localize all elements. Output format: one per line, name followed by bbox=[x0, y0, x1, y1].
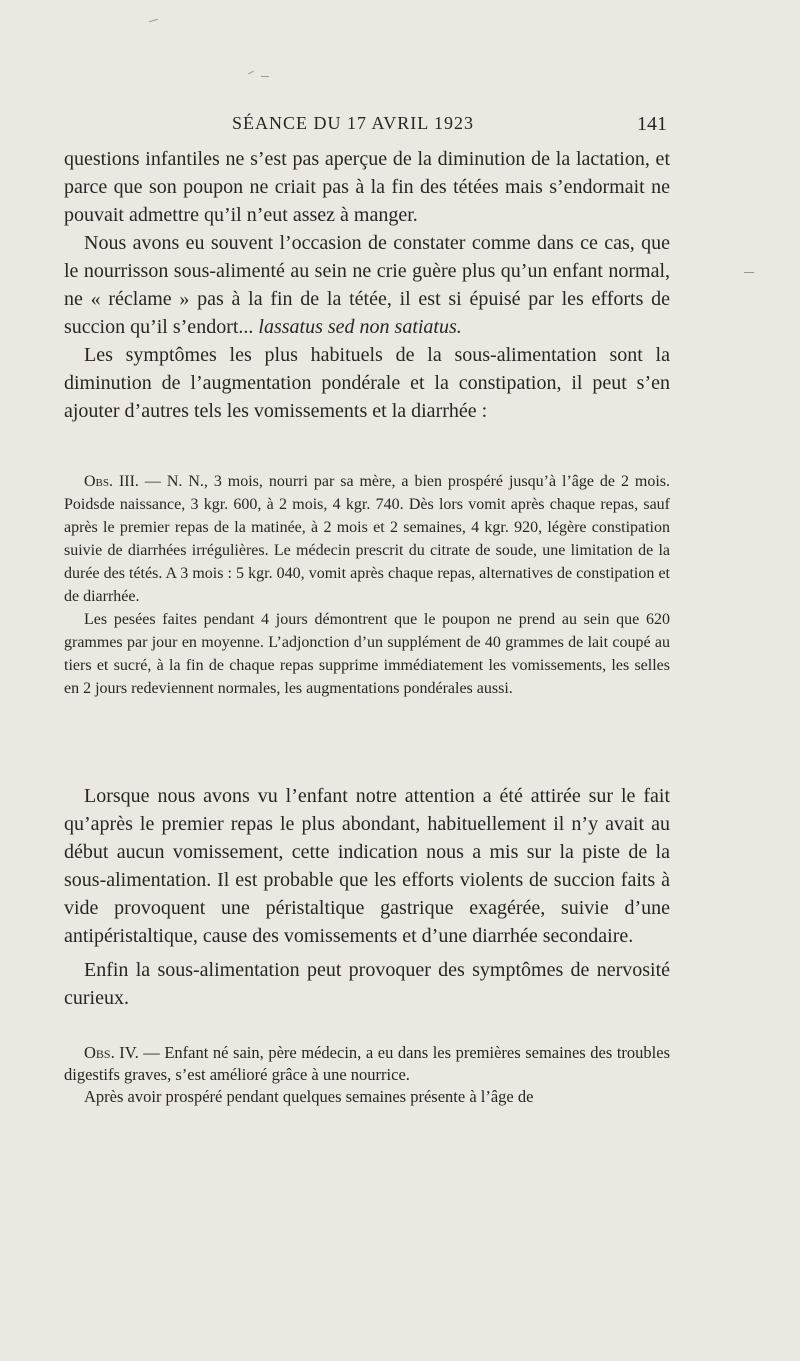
observation-paragraph: Après avoir prospéré pendant quelques semaines présente à l’âge de bbox=[84, 1087, 534, 1106]
scan-mark bbox=[248, 71, 254, 75]
paragraph: Lorsque nous avons vu l’enfant notre attention a été attirée sur le fait qu’après le premier repas le plus abondant, habituellement il n’y avait au début aucun vomissement, cette indication nous a mis sur la piste de la sous-alimentation. Il est probable que les efforts violents de succion faits à vide provoquent une péristaltique gastrique exagérée, suivie d’une antipéristaltique, cause des vomissements et d’une diarrhée secondaire. bbox=[64, 785, 670, 947]
running-head: SÉANCE DU 17 AVRIL 1923 bbox=[232, 113, 475, 133]
latin-phrase: lassatus sed non satiatus. bbox=[258, 316, 462, 338]
paragraph bbox=[64, 229, 670, 341]
observation-paragraph: Les pesées faites pendant 4 jours démontrent que le poupon ne prend au sein que 620 grammes par jour en moyenne. L’adjonction d’un supplément de 40 grammes de lait coupé au tiers et sucré, à la fin de chaque repas supprime immédiatement les vomissements, les selles en 2 jours redeviennent normales, les augmentations pondérales aussi. bbox=[64, 611, 670, 697]
observation-block bbox=[64, 470, 670, 700]
observation-text: — N. N., 3 mois, nourri par sa mère, a bien prospéré jusqu’à l’âge de 2 mois. Poidsde naissance, 3 kgr. 600, à 2 mois, 4 kgr. 740. Dès lors vomit après chaque repas, sauf après le premier repas de la matinée, à 2 mois et 2 semaines, 4 kgr. 920, légère constipation suivie de diarrhées irrégulières. Le médecin prescrit du citrate de soude, une limitation de la durée des tétés. A 3 mois : 5 kgr. 040, vomit après chaque repas, alternatives de constipation et de diarrhée. bbox=[64, 473, 671, 605]
paragraph: Enfin la sous-alimentation peut provoquer des symptômes de nervosité curieux. bbox=[64, 959, 670, 1009]
observation-text: — Enfant né sain, père médecin, a eu dans les premières semaines des troubles digestifs graves, s’est amélioré grâce à une nourrice. bbox=[64, 1043, 670, 1084]
paragraph: Les symptômes les plus habituels de la sous-alimentation sont la diminution de l’augmentation pondérale et la constipation, il peut s’en ajouter d’autres tels les vomissements et la diarrhée : bbox=[64, 344, 670, 422]
observation-paragraph bbox=[64, 470, 670, 608]
paragraph-text: Nous avons eu souvent l’occasion de constater comme dans ce cas, que le nourrisson sous-alimenté au sein ne crie guère plus qu’un enfant normal, ne « réclame » pas à la fin de la tétée, il est si épuisé par les efforts de succion qu’il s’endort... bbox=[64, 232, 670, 338]
observation-label: Obs. III. bbox=[84, 473, 139, 490]
main-text-block bbox=[64, 782, 670, 1012]
scan-mark bbox=[261, 76, 269, 77]
paragraph: questions infantiles ne s’est pas aperçue de la diminution de la lactation, et parce que son poupon ne criait pas à la fin des tétées mais s’endormait ne pouvait admettre qu’il n’eut assez à manger. bbox=[64, 148, 670, 226]
scan-mark bbox=[744, 272, 754, 273]
observation-paragraph bbox=[64, 1042, 670, 1086]
page-number: 141 bbox=[637, 113, 667, 135]
observation-label: Obs. IV. bbox=[84, 1043, 139, 1062]
observation-block bbox=[64, 1042, 670, 1108]
page-header bbox=[0, 113, 800, 143]
scan-mark bbox=[149, 19, 158, 23]
main-text-block bbox=[64, 145, 670, 425]
